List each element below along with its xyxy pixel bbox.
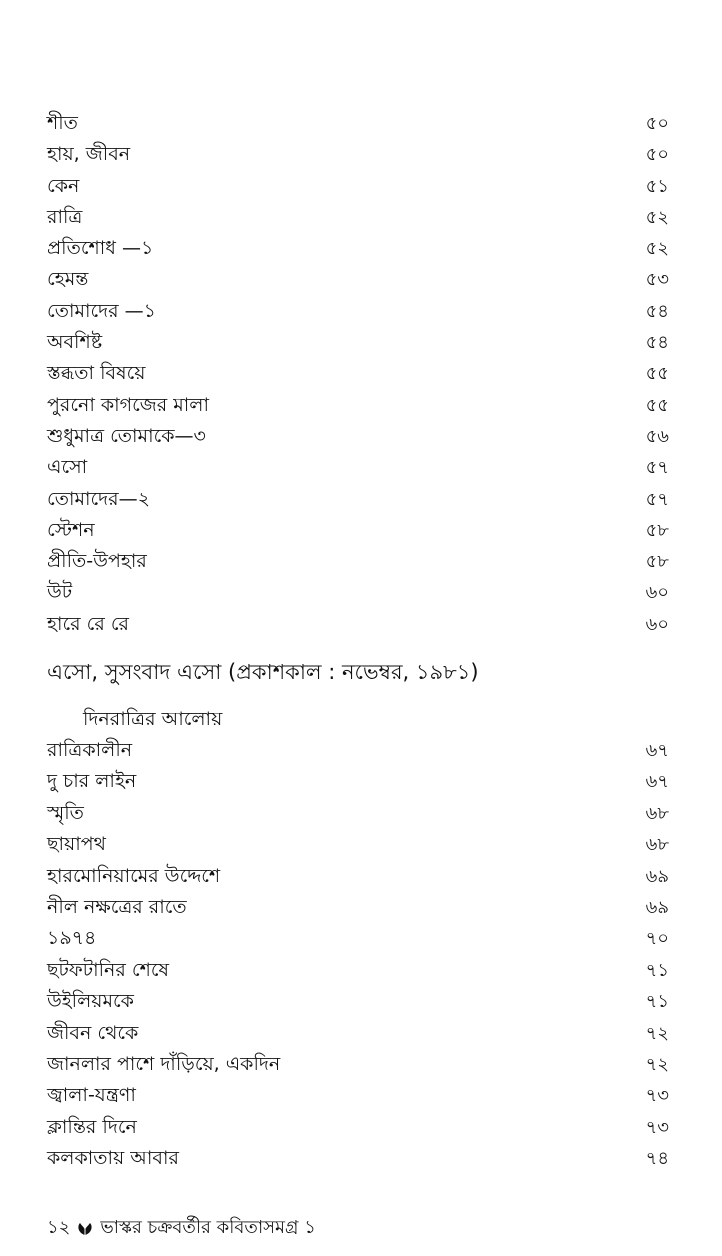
toc-entry-page: ৭১ <box>645 959 669 981</box>
toc-entry <box>47 1018 669 1049</box>
toc-entry-page: ৫৬ <box>645 425 669 447</box>
toc-entry <box>47 609 669 640</box>
toc-entry-title: জানলার পাশে দাঁড়িয়ে, একদিন <box>47 1052 281 1075</box>
toc-entry <box>47 327 669 358</box>
toc-entry-page: ৬০ <box>645 582 669 604</box>
toc-entry-page: ৫০ <box>645 113 669 134</box>
toc-entry-title: স্মৃতি <box>47 801 84 824</box>
toc-entry-page: ৬৯ <box>645 896 669 918</box>
toc-entry <box>47 861 669 892</box>
toc-entry-title: উইলিয়মকে <box>47 990 134 1013</box>
subsection-heading: দিনরাত্রির আলোয় <box>83 708 223 730</box>
toc-entry <box>47 202 669 233</box>
toc-entry-page: ৭০ <box>645 928 669 950</box>
toc-entry-page: ৭৪ <box>645 1148 669 1170</box>
footer-page-number: ১২ <box>47 1217 71 1238</box>
toc-entry-page: ৫৮ <box>645 551 669 573</box>
toc-entry-page: ৭৩ <box>645 1085 669 1107</box>
toc-entry <box>47 139 669 170</box>
toc-entry <box>47 421 669 452</box>
toc-entry-page: ৭১ <box>645 991 669 1013</box>
toc-entry-page: ৫০ <box>645 144 669 166</box>
toc-entry <box>47 264 669 295</box>
toc-entry <box>47 766 669 797</box>
toc-entry <box>47 1143 669 1174</box>
toc-entry <box>47 452 669 483</box>
toc-entry <box>47 358 669 389</box>
toc-list-part2 <box>47 735 669 1174</box>
toc-entry-page: ৫৫ <box>645 363 669 385</box>
toc-entry-title: জ্বালা-যন্ত্রণা <box>47 1084 136 1107</box>
toc-entry <box>47 233 669 264</box>
toc-entry <box>47 108 669 139</box>
toc-entry-page: ৫৭ <box>645 457 669 479</box>
toc-entry-title: হেমন্ত <box>47 268 89 291</box>
toc-entry-page: ৬৮ <box>645 802 669 824</box>
toc-entry <box>47 484 669 515</box>
toc-entry-page: ৭২ <box>645 1022 669 1044</box>
toc-entry-page: ৫৮ <box>645 519 669 541</box>
toc-entry <box>47 829 669 860</box>
toc-entry-page: ৫৫ <box>645 394 669 416</box>
toc-entry <box>47 955 669 986</box>
toc-entry <box>47 296 669 327</box>
toc-entry-title: ছটফটানির শেষে <box>47 958 169 981</box>
toc-entry <box>47 515 669 546</box>
toc-entry-title: শুধুমাত্র তোমাকে—৩ <box>47 424 206 447</box>
toc-entry-page: ৬০ <box>645 613 669 635</box>
toc-entry-title: শীত <box>47 112 78 134</box>
toc-entry-page: ৬৭ <box>645 771 669 793</box>
toc-entry-title: ছায়াপথ <box>47 833 106 856</box>
toc-entry-page: ৫৩ <box>645 269 669 291</box>
toc-entry-title: পুরনো কাগজের মালা <box>47 393 209 416</box>
toc-entry <box>47 546 669 577</box>
toc-entry <box>47 1049 669 1080</box>
toc-entry-page: ৫২ <box>645 206 669 228</box>
toc-entry-page: ৫৪ <box>645 300 669 322</box>
toc-entry <box>47 390 669 421</box>
toc-entry-title: স্তব্ধতা বিষয়ে <box>47 362 146 385</box>
toc-entry-page: ৭৩ <box>645 1116 669 1138</box>
toc-entry-title: হায়, জীবন <box>47 143 131 166</box>
toc-entry-title: উট <box>47 581 73 604</box>
toc-entry-title: দু চার লাইন <box>47 770 137 793</box>
toc-entry-title: ১৯৭৪ <box>47 927 97 950</box>
toc-entry-title: রাত্রিকালীন <box>47 739 133 761</box>
toc-entry-title: তোমাদের—২ <box>47 487 150 510</box>
toc-entry <box>47 986 669 1017</box>
toc-entry-page: ৬৮ <box>645 834 669 856</box>
toc-entry <box>47 1112 669 1143</box>
toc-entry <box>47 798 669 829</box>
section-heading: এসো, সুসংবাদ এসো (প্রকাশকাল : নভেম্বর, ১৯৮১) <box>47 660 479 684</box>
toc-entry-title: স্টেশন <box>47 518 95 541</box>
toc-entry-title: প্রীতি-উপহার <box>47 550 147 573</box>
toc-entry-title: প্রতিশোধ —১ <box>47 237 154 260</box>
toc-entry <box>47 577 669 608</box>
footer-book-title: ভাস্কর চক্রবর্তীর কবিতাসমগ্র ১ <box>100 1217 316 1238</box>
toc-entry <box>47 923 669 954</box>
leaf-ornament-icon <box>76 1221 94 1237</box>
toc-entry-title: এসো <box>47 456 88 479</box>
toc-entry-title: অবশিষ্ট <box>47 331 103 354</box>
toc-entry-title: হারে রে রে <box>47 612 129 635</box>
toc-entry <box>47 1080 669 1111</box>
toc-list-part1 <box>47 108 669 640</box>
toc-entry-page: ৬৯ <box>645 865 669 887</box>
toc-entry-title: তোমাদের —১ <box>47 299 156 322</box>
toc-entry <box>47 735 669 766</box>
toc-entry <box>47 892 669 923</box>
toc-entry-title: হারমোনিয়ামের উদ্দেশে <box>47 864 221 887</box>
toc-entry-title: নীল নক্ষত্রের রাতে <box>47 895 187 918</box>
page-footer <box>47 1213 316 1244</box>
toc-entry-title: জীবন থেকে <box>47 1021 139 1044</box>
toc-entry-title: কেন <box>47 174 80 197</box>
toc-entry-page: ৭২ <box>645 1053 669 1075</box>
toc-entry <box>47 171 669 202</box>
toc-entry-title: রাত্রি <box>47 205 83 228</box>
toc-entry-page: ৬৭ <box>645 740 669 761</box>
toc-entry-page: ৫৪ <box>645 332 669 354</box>
toc-entry-page: ৫৭ <box>645 488 669 510</box>
toc-entry-title: কলকাতায় আবার <box>47 1147 179 1170</box>
toc-entry-page: ৫১ <box>645 175 669 197</box>
toc-entry-page: ৫২ <box>645 238 669 260</box>
toc-entry-title: ক্লান্তির দিনে <box>47 1115 137 1138</box>
